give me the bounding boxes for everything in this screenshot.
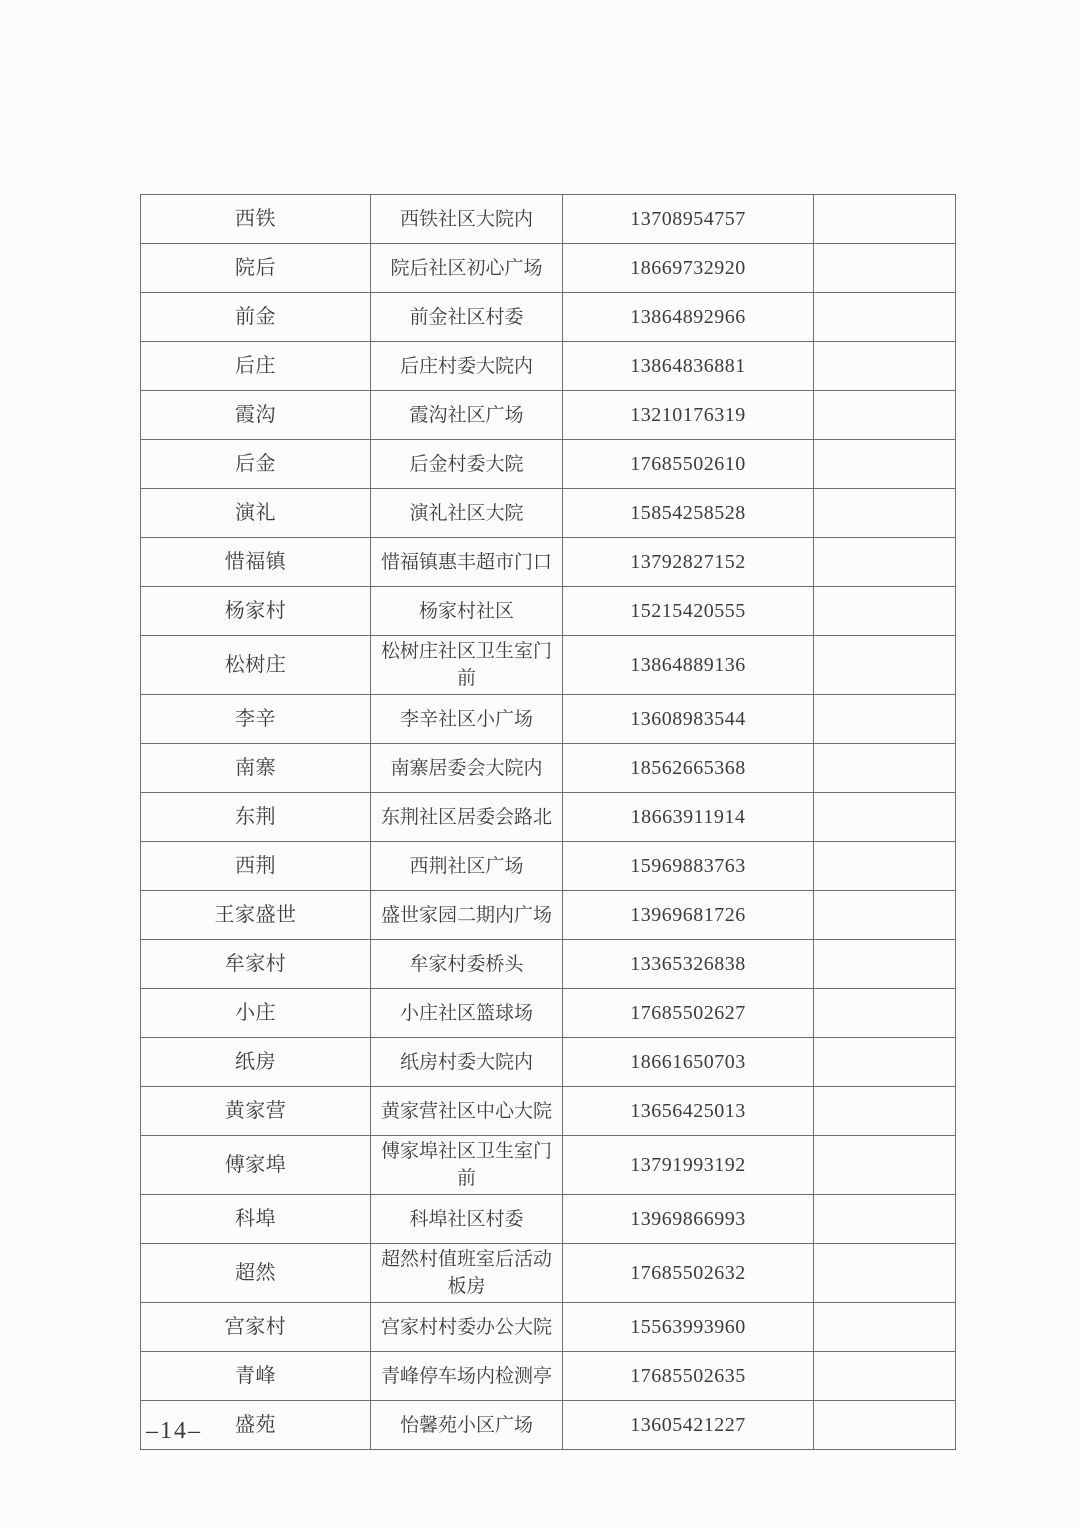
site-location-cell: 演礼社区大院 bbox=[371, 489, 563, 538]
table-row bbox=[141, 744, 956, 793]
site-location-cell: 西铁社区大院内 bbox=[371, 195, 563, 244]
table-row bbox=[141, 1136, 956, 1195]
site-name-cell: 松树庄 bbox=[141, 636, 371, 695]
site-location-cell: 西荆社区广场 bbox=[371, 842, 563, 891]
table-row bbox=[141, 440, 956, 489]
site-name-cell: 超然 bbox=[141, 1244, 371, 1303]
site-phone-cell: 13708954757 bbox=[563, 195, 814, 244]
table-row bbox=[141, 195, 956, 244]
table-row bbox=[141, 587, 956, 636]
site-location-cell: 超然村值班室后活动板房 bbox=[371, 1244, 563, 1303]
site-phone-cell: 13969681726 bbox=[563, 891, 814, 940]
site-location-cell: 宫家村村委办公大院 bbox=[371, 1303, 563, 1352]
site-note-cell bbox=[814, 293, 956, 342]
table-row bbox=[141, 293, 956, 342]
table-row bbox=[141, 940, 956, 989]
table-row bbox=[141, 842, 956, 891]
site-note-cell bbox=[814, 489, 956, 538]
table-row bbox=[141, 1303, 956, 1352]
site-location-cell: 松树庄社区卫生室门前 bbox=[371, 636, 563, 695]
site-location-cell: 小庄社区篮球场 bbox=[371, 989, 563, 1038]
site-location-cell: 牟家村委桥头 bbox=[371, 940, 563, 989]
site-location-cell: 惜福镇惠丰超市门口 bbox=[371, 538, 563, 587]
table-row bbox=[141, 891, 956, 940]
site-note-cell bbox=[814, 1136, 956, 1195]
table-row bbox=[141, 1038, 956, 1087]
table-row bbox=[141, 793, 956, 842]
site-name-cell: 小庄 bbox=[141, 989, 371, 1038]
site-name-cell: 东荆 bbox=[141, 793, 371, 842]
site-name-cell: 青峰 bbox=[141, 1352, 371, 1401]
table-row bbox=[141, 391, 956, 440]
site-note-cell bbox=[814, 342, 956, 391]
site-note-cell bbox=[814, 695, 956, 744]
site-location-cell: 院后社区初心广场 bbox=[371, 244, 563, 293]
site-phone-cell: 13608983544 bbox=[563, 695, 814, 744]
site-name-cell: 牟家村 bbox=[141, 940, 371, 989]
table-row bbox=[141, 695, 956, 744]
site-note-cell bbox=[814, 1401, 956, 1450]
site-location-cell: 李辛社区小广场 bbox=[371, 695, 563, 744]
site-note-cell bbox=[814, 1038, 956, 1087]
site-note-cell bbox=[814, 793, 956, 842]
site-phone-cell: 17685502610 bbox=[563, 440, 814, 489]
site-name-cell: 傅家埠 bbox=[141, 1136, 371, 1195]
site-note-cell bbox=[814, 842, 956, 891]
site-note-cell bbox=[814, 891, 956, 940]
site-phone-cell: 13864836881 bbox=[563, 342, 814, 391]
site-location-cell: 南寨居委会大院内 bbox=[371, 744, 563, 793]
site-phone-cell: 18663911914 bbox=[563, 793, 814, 842]
site-phone-cell: 13792827152 bbox=[563, 538, 814, 587]
table-row bbox=[141, 1401, 956, 1450]
site-location-cell: 怡馨苑小区广场 bbox=[371, 1401, 563, 1450]
site-note-cell bbox=[814, 440, 956, 489]
site-phone-cell: 13864889136 bbox=[563, 636, 814, 695]
site-phone-cell: 17685502632 bbox=[563, 1244, 814, 1303]
site-phone-cell: 13864892966 bbox=[563, 293, 814, 342]
site-note-cell bbox=[814, 587, 956, 636]
site-phone-cell: 18562665368 bbox=[563, 744, 814, 793]
site-note-cell bbox=[814, 1244, 956, 1303]
table-row bbox=[141, 538, 956, 587]
site-location-cell: 前金社区村委 bbox=[371, 293, 563, 342]
site-phone-cell: 15854258528 bbox=[563, 489, 814, 538]
site-phone-cell: 17685502627 bbox=[563, 989, 814, 1038]
table-row bbox=[141, 244, 956, 293]
table-row bbox=[141, 1087, 956, 1136]
site-location-cell: 纸房村委大院内 bbox=[371, 1038, 563, 1087]
site-note-cell bbox=[814, 744, 956, 793]
site-note-cell bbox=[814, 1352, 956, 1401]
table-row bbox=[141, 1195, 956, 1244]
site-note-cell bbox=[814, 1195, 956, 1244]
site-phone-cell: 13365326838 bbox=[563, 940, 814, 989]
site-location-cell: 霞沟社区广场 bbox=[371, 391, 563, 440]
site-location-cell: 青峰停车场内检测亭 bbox=[371, 1352, 563, 1401]
site-name-cell: 霞沟 bbox=[141, 391, 371, 440]
site-name-cell: 惜福镇 bbox=[141, 538, 371, 587]
site-name-cell: 院后 bbox=[141, 244, 371, 293]
table-row bbox=[141, 1244, 956, 1303]
site-note-cell bbox=[814, 989, 956, 1038]
site-location-cell: 后金村委大院 bbox=[371, 440, 563, 489]
site-phone-cell: 15563993960 bbox=[563, 1303, 814, 1352]
site-phone-cell: 15215420555 bbox=[563, 587, 814, 636]
site-phone-cell: 18661650703 bbox=[563, 1038, 814, 1087]
site-name-cell: 宫家村 bbox=[141, 1303, 371, 1352]
site-note-cell bbox=[814, 940, 956, 989]
site-phone-cell: 18669732920 bbox=[563, 244, 814, 293]
site-location-cell: 后庄村委大院内 bbox=[371, 342, 563, 391]
table-row bbox=[141, 1352, 956, 1401]
site-location-cell: 黄家营社区中心大院 bbox=[371, 1087, 563, 1136]
site-name-cell: 盛苑 bbox=[141, 1401, 371, 1450]
testing-site-table-body bbox=[141, 195, 956, 1450]
site-location-cell: 杨家村社区 bbox=[371, 587, 563, 636]
site-location-cell: 东荆社区居委会路北 bbox=[371, 793, 563, 842]
site-phone-cell: 13969866993 bbox=[563, 1195, 814, 1244]
site-phone-cell: 13605421227 bbox=[563, 1401, 814, 1450]
site-note-cell bbox=[814, 195, 956, 244]
site-phone-cell: 15969883763 bbox=[563, 842, 814, 891]
site-note-cell bbox=[814, 244, 956, 293]
table-row bbox=[141, 489, 956, 538]
site-name-cell: 杨家村 bbox=[141, 587, 371, 636]
site-name-cell: 西荆 bbox=[141, 842, 371, 891]
site-name-cell: 演礼 bbox=[141, 489, 371, 538]
site-note-cell bbox=[814, 391, 956, 440]
site-name-cell: 李辛 bbox=[141, 695, 371, 744]
site-location-cell: 傅家埠社区卫生室门前 bbox=[371, 1136, 563, 1195]
site-note-cell bbox=[814, 1303, 956, 1352]
table-row bbox=[141, 342, 956, 391]
site-name-cell: 西铁 bbox=[141, 195, 371, 244]
site-note-cell bbox=[814, 1087, 956, 1136]
site-location-cell: 盛世家园二期内广场 bbox=[371, 891, 563, 940]
site-phone-cell: 13656425013 bbox=[563, 1087, 814, 1136]
site-name-cell: 黄家营 bbox=[141, 1087, 371, 1136]
site-name-cell: 纸房 bbox=[141, 1038, 371, 1087]
table-row bbox=[141, 636, 956, 695]
site-name-cell: 后金 bbox=[141, 440, 371, 489]
site-location-cell: 科埠社区村委 bbox=[371, 1195, 563, 1244]
site-phone-cell: 13210176319 bbox=[563, 391, 814, 440]
site-name-cell: 后庄 bbox=[141, 342, 371, 391]
page-number: –14– bbox=[146, 1418, 202, 1444]
site-phone-cell: 13791993192 bbox=[563, 1136, 814, 1195]
testing-site-table bbox=[140, 194, 956, 1450]
site-phone-cell: 17685502635 bbox=[563, 1352, 814, 1401]
table-row bbox=[141, 989, 956, 1038]
site-name-cell: 南寨 bbox=[141, 744, 371, 793]
site-name-cell: 科埠 bbox=[141, 1195, 371, 1244]
site-name-cell: 王家盛世 bbox=[141, 891, 371, 940]
site-name-cell: 前金 bbox=[141, 293, 371, 342]
site-note-cell bbox=[814, 538, 956, 587]
site-note-cell bbox=[814, 636, 956, 695]
